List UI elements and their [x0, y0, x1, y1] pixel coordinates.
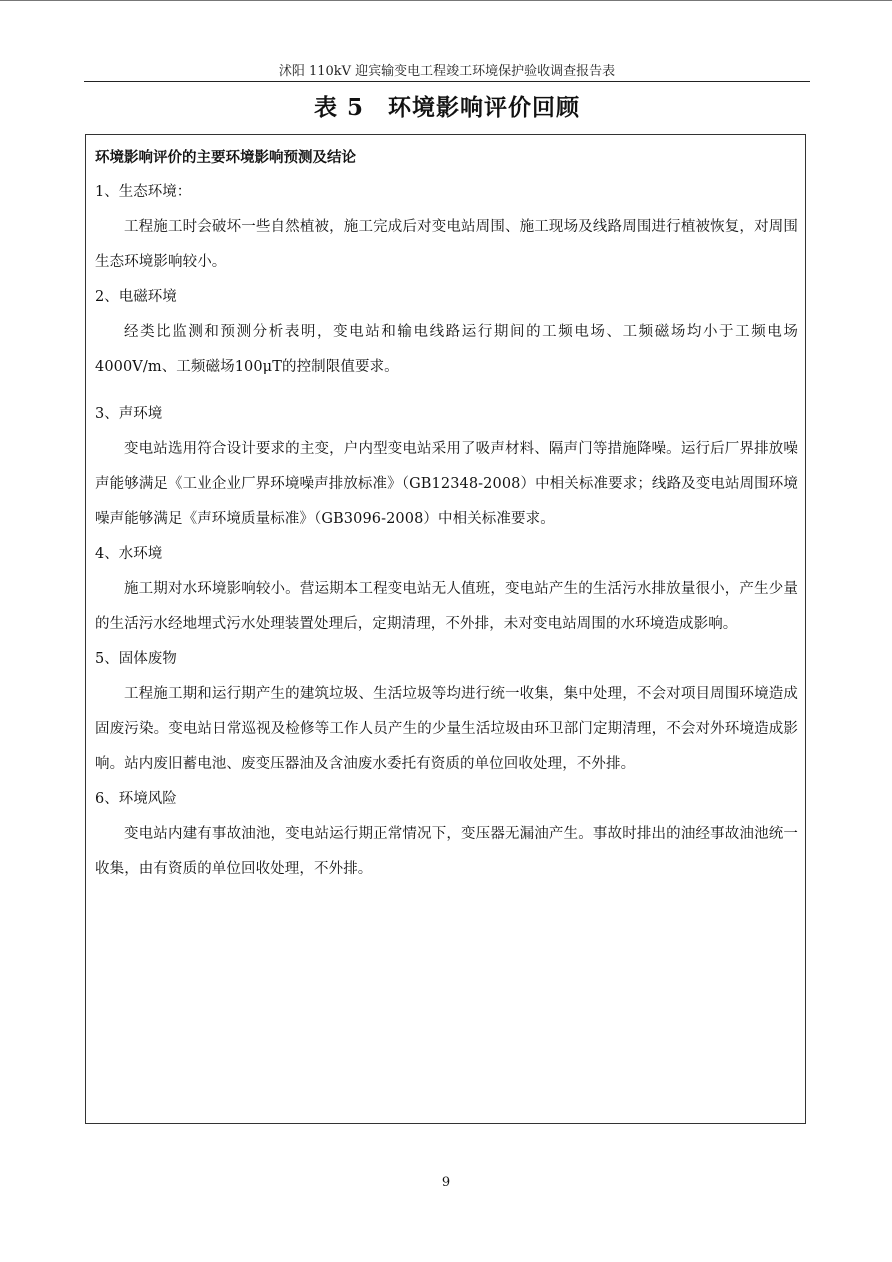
- ecology-heading: 1、生态环境：: [95, 184, 192, 200]
- section-heading: 环境影响评价的主要环境影响预测及结论: [95, 149, 356, 166]
- running-header: 沭阳 110kV 迎宾输变电工程竣工环境保护验收调查报告表: [278, 64, 616, 79]
- solid-waste-paragraph: 工程施工期和运行期产生的建筑垃圾、生活垃圾等均进行统一收集，集中处理，不会对项目周围环境造成固废污染。变电站日常巡视及检修等工作人员产生的少量生活垃圾由环卫部门定期清理，不会对外环境造成影响。站内废旧蓄电池、废变压器油及含油废水委托有资质的单位回收处理，不外排。: [95, 686, 798, 772]
- water-paragraph: 施工期对水环境影响较小。营运期本工程变电站无人值班，变电站产生的生活污水排放量很小，产生少量的生活污水经地埋式污水处理装置处理后，定期清理，不外排，未对变电站周围的水环境造成影响。: [95, 581, 798, 632]
- acoustic-paragraph: 变电站选用符合设计要求的主变，户内型变电站采用了吸声材料、隔声门等措施降噪。运行后厂界排放噪声能够满足《工业企业厂界环境噪声排放标准》（GB12348-2008）中相关标准要求；线路及变电站周围环境噪声能够满足《声环境质量标准》（GB3096-2008）中相关标准要求。: [95, 441, 798, 527]
- page-number: 9: [441, 1175, 451, 1190]
- acoustic-heading: 3、声环境: [95, 406, 163, 422]
- spacer: [95, 385, 798, 397]
- environmental-risk-heading: 6、环境风险: [95, 791, 177, 807]
- top-border-line: [0, 0, 892, 1]
- content-table-frame: [85, 134, 806, 1124]
- electromagnetic-paragraph: 经类比监测和预测分析表明，变电站和输电线路运行期间的工频电场、工频磁场均小于工频电场4000V/m、工频磁场100μT的控制限值要求。: [95, 324, 798, 375]
- header-rule: [84, 81, 810, 82]
- electromagnetic-heading: 2、电磁环境: [95, 289, 177, 305]
- content-cell: [95, 141, 798, 887]
- page-title: 表 5 环境影响评价回顾: [313, 94, 580, 121]
- water-heading: 4、水环境: [95, 546, 163, 562]
- solid-waste-heading: 5、固体废物: [95, 651, 177, 667]
- ecology-paragraph: 工程施工时会破坏一些自然植被，施工完成后对变电站周围、施工现场及线路周围进行植被恢复，对周围生态环境影响较小。: [95, 219, 798, 270]
- environmental-risk-paragraph: 变电站内建有事故油池，变电站运行期正常情况下，变压器无漏油产生。事故时排出的油经事故油池统一收集，由有资质的单位回收处理，不外排。: [95, 826, 798, 877]
